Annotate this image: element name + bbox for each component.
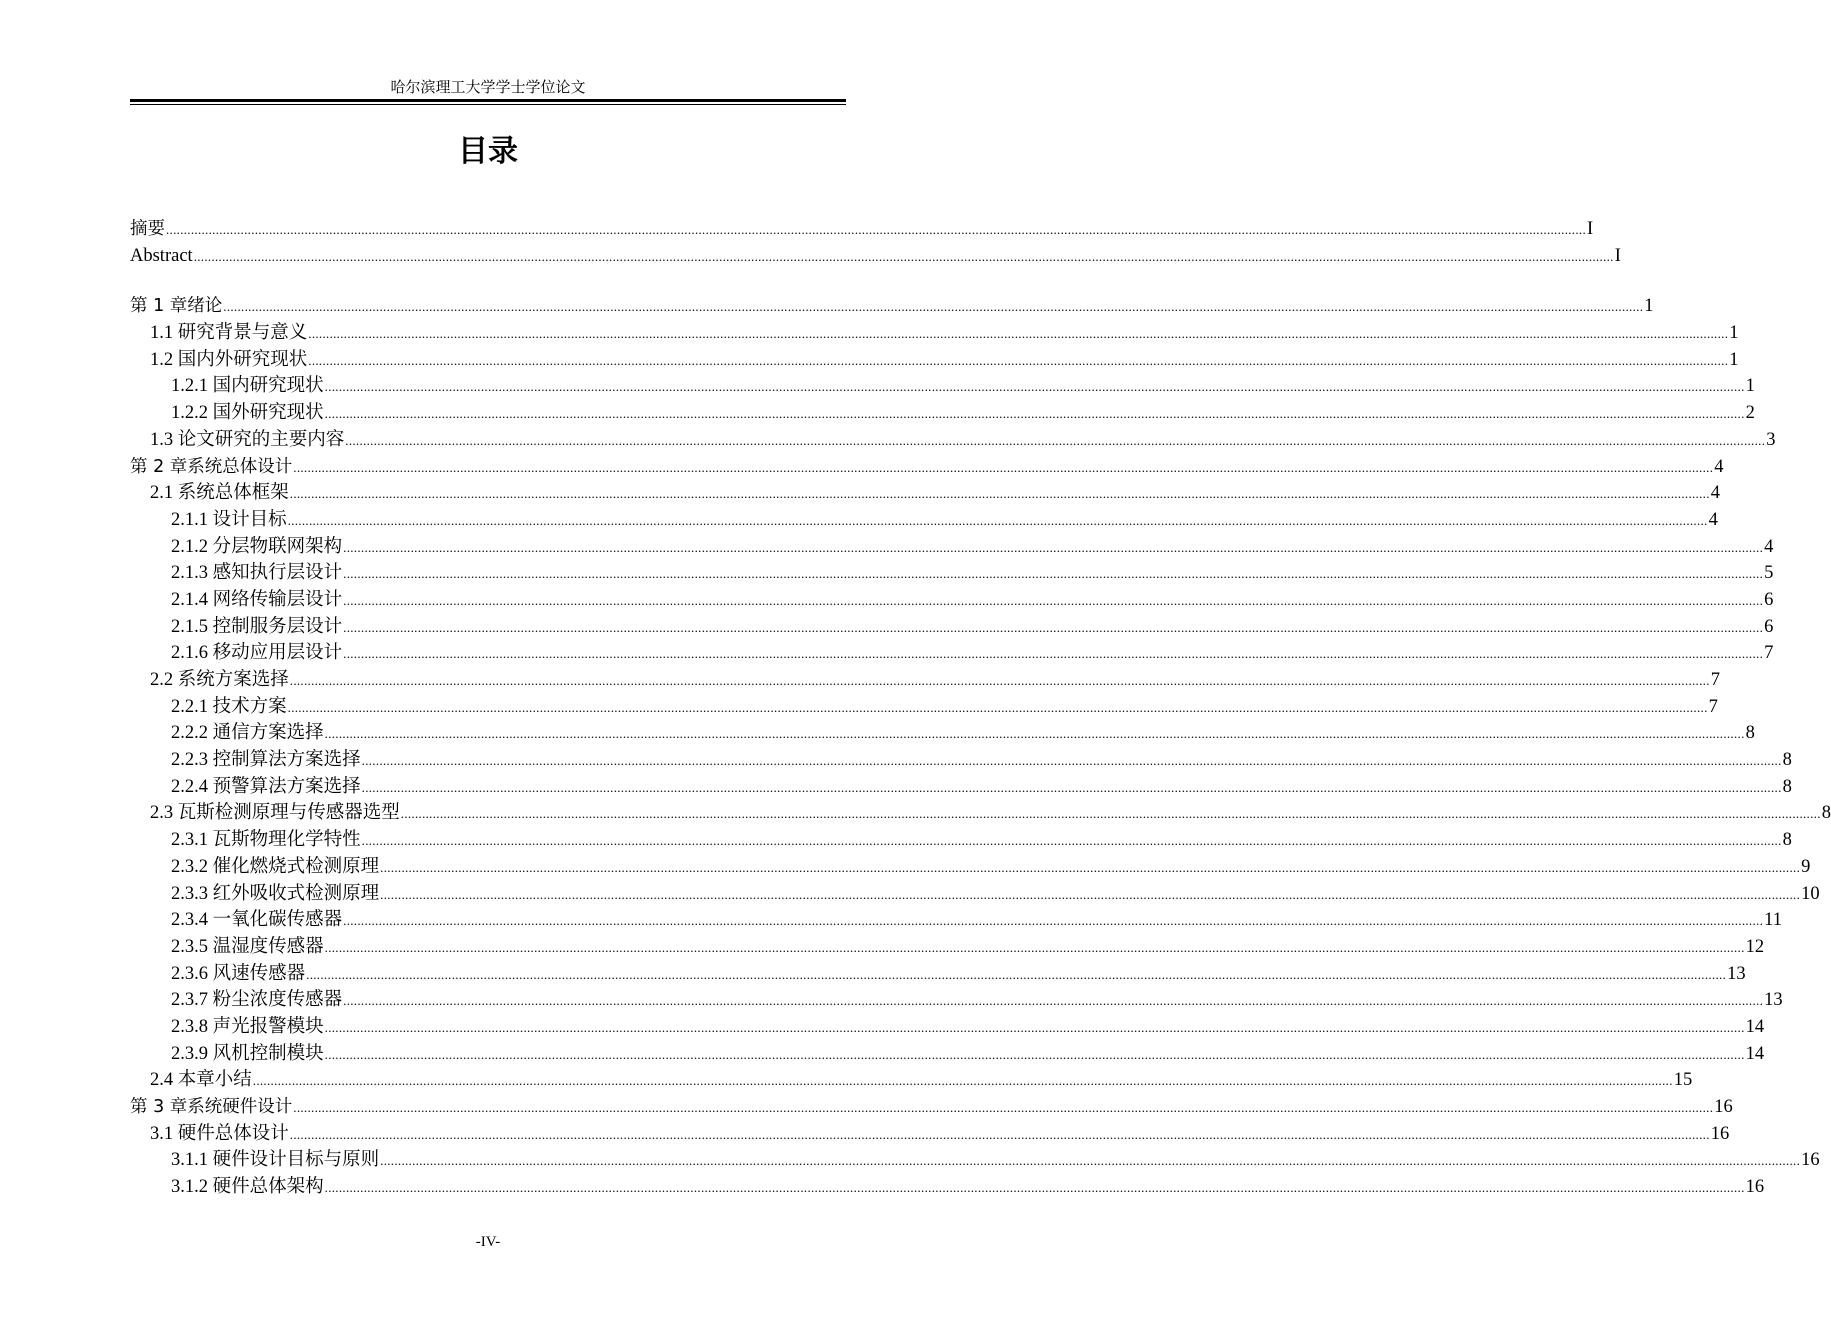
toc-entry-page: 12: [1745, 936, 1765, 957]
toc-entry[interactable]: [130, 747, 1792, 774]
toc-entry-label: 2.3.4 一氧化碳传感器: [171, 910, 343, 931]
toc-leader-dots: ................................................................................................................................................................................................................................................................................................................................................................................................................: [380, 1153, 1801, 1169]
toc-entry-page: 7: [1764, 643, 1774, 664]
toc-entry[interactable]: [130, 320, 1739, 347]
toc-entry-page: 16: [1745, 1177, 1765, 1198]
toc-entry-label: 2.1 系统总体框架: [150, 483, 289, 504]
toc-entry-label: 2.1.3 感知执行层设计: [171, 563, 343, 584]
toc-entry-page: 4: [1764, 536, 1774, 557]
toc-leader-dots: ................................................................................................................................................................................................................................................................................................................................................................................................................: [306, 966, 1727, 982]
toc-entry-label: 2.2.4 预警算法方案选择: [171, 776, 361, 797]
toc-entry[interactable]: [130, 534, 1774, 561]
toc-entry-label: 1.3 论文研究的主要内容: [150, 429, 345, 450]
toc-entry-label: 2.2 系统方案选择: [150, 670, 289, 690]
toc-entry-page: 1: [1729, 323, 1739, 344]
toc-entry-label: 2.1.1 设计目标: [171, 509, 287, 530]
toc-leader-dots: ................................................................................................................................................................................................................................................................................................................................................................................................................: [324, 726, 1745, 742]
toc-leader-dots: ................................................................................................................................................................................................................................................................................................................................................................................................................: [289, 486, 1710, 502]
toc-entry-label: 3.1.2 硬件总体架构: [171, 1177, 324, 1198]
toc-entry[interactable]: [130, 1014, 1765, 1041]
toc-entry[interactable]: [130, 400, 1755, 427]
toc-entry-label: 1.2.2 国外研究现状: [171, 403, 324, 424]
toc-entry-page: 1: [1729, 349, 1739, 370]
toc-entry-label: Abstract: [130, 245, 193, 266]
toc-entry-label: 第 3 章系统硬件设计: [130, 1097, 293, 1117]
toc-entry[interactable]: [130, 560, 1774, 587]
toc-leader-dots: ................................................................................................................................................................................................................................................................................................................................................................................................................: [223, 299, 1644, 315]
toc-leader-dots: ................................................................................................................................................................................................................................................................................................................................................................................................................: [343, 646, 1764, 662]
toc-leader-dots: ................................................................................................................................................................................................................................................................................................................................................................................................................: [287, 512, 1708, 528]
toc-entry-label: 2.1.6 移动应用层设计: [171, 643, 343, 664]
table-of-contents: [130, 216, 1831, 1201]
toc-entry[interactable]: [130, 216, 1594, 243]
toc-leader-dots: ................................................................................................................................................................................................................................................................................................................................................................................................................: [343, 619, 1764, 635]
toc-leader-dots: ................................................................................................................................................................................................................................................................................................................................................................................................................: [361, 753, 1782, 769]
toc-entry[interactable]: [130, 987, 1783, 1014]
toc-entry[interactable]: [130, 1147, 1820, 1174]
toc-leader-dots: ................................................................................................................................................................................................................................................................................................................................................................................................................: [289, 673, 1710, 688]
toc-entry-page: 15: [1673, 1070, 1693, 1091]
toc-entry[interactable]: [130, 454, 1724, 481]
toc-leader-dots: ................................................................................................................................................................................................................................................................................................................................................................................................................: [308, 352, 1729, 368]
toc-entry-label: 3.1 硬件总体设计: [150, 1123, 289, 1144]
toc-entry-label: 2.2.1 技术方案: [171, 696, 287, 717]
toc-leader-dots: ................................................................................................................................................................................................................................................................................................................................................................................................................: [343, 913, 1764, 929]
toc-entry[interactable]: [130, 667, 1721, 694]
toc-entry-page: 10: [1801, 883, 1820, 904]
toc-entry-page: 11: [1764, 910, 1782, 931]
toc-title: 目录: [458, 134, 518, 169]
toc-entry-page: 14: [1745, 1016, 1765, 1037]
toc-leader-dots: ................................................................................................................................................................................................................................................................................................................................................................................................................: [324, 1046, 1745, 1062]
toc-leader-dots: ................................................................................................................................................................................................................................................................................................................................................................................................................: [166, 222, 1586, 237]
toc-leader-dots: ................................................................................................................................................................................................................................................................................................................................................................................................................: [324, 939, 1745, 955]
toc-entry-page: 3: [1766, 429, 1776, 450]
toc-entry-page: 16: [1714, 1097, 1733, 1117]
toc-entry[interactable]: [130, 961, 1746, 988]
toc-entry-label: 2.2.2 通信方案选择: [171, 723, 324, 744]
toc-entry[interactable]: [130, 587, 1774, 614]
toc-leader-dots: ................................................................................................................................................................................................................................................................................................................................................................................................................: [343, 592, 1764, 608]
toc-entry-label: 2.3.8 声光报警模块: [171, 1016, 324, 1037]
toc-entry-label: 2.3.7 粉尘浓度传感器: [171, 990, 343, 1011]
toc-leader-dots: ................................................................................................................................................................................................................................................................................................................................................................................................................: [345, 432, 1766, 448]
header-rule-thick: [130, 99, 846, 102]
toc-entry[interactable]: [130, 800, 1831, 827]
toc-entry-label: 2.3.5 温湿度传感器: [171, 936, 324, 957]
toc-entry-page: 16: [1801, 1150, 1820, 1171]
toc-entry[interactable]: [130, 614, 1774, 641]
toc-entry[interactable]: [130, 1094, 1733, 1121]
toc-entry[interactable]: [130, 480, 1721, 507]
toc-entry-page: 4: [1714, 456, 1724, 477]
toc-entry-label: 2.3.9 风机控制模块: [171, 1043, 324, 1064]
toc-entry[interactable]: [130, 347, 1739, 374]
toc-entry-page: 6: [1764, 589, 1774, 610]
toc-entry-label: 2.1.4 网络传输层设计: [171, 589, 343, 610]
toc-entry-page: 9: [1801, 856, 1811, 877]
toc-entry[interactable]: [130, 1121, 1730, 1148]
toc-entry-page: 8: [1782, 830, 1792, 851]
toc-entry-label: 2.3.6 风速传感器: [171, 963, 306, 984]
toc-entry-page: 14: [1745, 1043, 1765, 1064]
toc-entry-page: 1: [1745, 376, 1755, 397]
toc-entry[interactable]: [130, 1041, 1765, 1068]
toc-entry[interactable]: [130, 1174, 1765, 1201]
toc-entry-label: 2.3.1 瓦斯物理化学特性: [171, 830, 361, 851]
toc-entry-page: 4: [1708, 509, 1718, 530]
toc-entry-label: 摘要: [130, 219, 165, 239]
toc-leader-dots: ................................................................................................................................................................................................................................................................................................................................................................................................................: [324, 379, 1745, 395]
toc-entry-label: 1.1 研究背景与意义: [150, 323, 308, 344]
toc-leader-dots: ................................................................................................................................................................................................................................................................................................................................................................................................................: [361, 833, 1782, 849]
toc-entry[interactable]: [130, 907, 1782, 934]
toc-leader-dots: ................................................................................................................................................................................................................................................................................................................................................................................................................: [380, 859, 1801, 875]
toc-entry-label: 2.2.3 控制算法方案选择: [171, 750, 361, 771]
toc-entry-label: 2.1.5 控制服务层设计: [171, 616, 343, 637]
toc-leader-dots: ................................................................................................................................................................................................................................................................................................................................................................................................................: [289, 1126, 1710, 1142]
toc-entry-page: 1: [1644, 296, 1654, 317]
toc-leader-dots: ................................................................................................................................................................................................................................................................................................................................................................................................................: [324, 406, 1745, 422]
toc-entry-label: 2.3.2 催化燃烧式检测原理: [171, 856, 380, 877]
toc-leader-dots: ................................................................................................................................................................................................................................................................................................................................................................................................................: [380, 886, 1801, 902]
toc-leader-dots: ................................................................................................................................................................................................................................................................................................................................................................................................................: [252, 1073, 1673, 1089]
toc-entry[interactable]: [130, 373, 1755, 400]
toc-entry-page: 13: [1727, 963, 1746, 984]
toc-entry-page: 2: [1745, 403, 1755, 424]
toc-entry[interactable]: [130, 640, 1774, 667]
page-number: -IV-: [475, 1234, 501, 1250]
header-rule-thin: [130, 104, 846, 105]
toc-entry[interactable]: [130, 427, 1776, 454]
toc-entry-page: 7: [1710, 670, 1721, 690]
toc-leader-dots: ................................................................................................................................................................................................................................................................................................................................................................................................................: [361, 779, 1782, 795]
toc-entry[interactable]: [130, 827, 1792, 854]
toc-leader-dots: ................................................................................................................................................................................................................................................................................................................................................................................................................: [324, 1180, 1745, 1196]
toc-entry[interactable]: [130, 507, 1718, 534]
toc-entry-label: 第 1 章绪论: [130, 296, 223, 317]
toc-entry-label: 1.2.1 国内研究现状: [171, 376, 324, 397]
toc-entry[interactable]: [130, 774, 1792, 801]
toc-leader-dots: ................................................................................................................................................................................................................................................................................................................................................................................................................: [308, 326, 1729, 342]
toc-entry-page: 8: [1821, 803, 1831, 824]
toc-leader-dots: ................................................................................................................................................................................................................................................................................................................................................................................................................: [293, 459, 1714, 475]
toc-entry-page: 8: [1782, 776, 1792, 797]
toc-leader-dots: ................................................................................................................................................................................................................................................................................................................................................................................................................: [287, 699, 1708, 715]
toc-entry-page: 6: [1764, 616, 1774, 637]
toc-entry-page: 5: [1764, 563, 1774, 584]
toc-entry-label: 2.4 本章小结: [150, 1070, 252, 1091]
toc-leader-dots: ................................................................................................................................................................................................................................................................................................................................................................................................................: [343, 539, 1764, 555]
toc-entry[interactable]: [130, 881, 1820, 908]
toc-leader-dots: ................................................................................................................................................................................................................................................................................................................................................................................................................: [343, 566, 1764, 582]
toc-entry[interactable]: [130, 934, 1765, 961]
toc-entry-page: 4: [1710, 483, 1721, 504]
toc-entry-label: 2.1.2 分层物联网架构: [171, 536, 343, 557]
running-header: 哈尔滨理工大学学士学位论文: [390, 80, 586, 96]
toc-entry[interactable]: [130, 1067, 1693, 1094]
toc-entry-page: 7: [1708, 696, 1718, 717]
toc-leader-dots: ................................................................................................................................................................................................................................................................................................................................................................................................................: [400, 806, 1821, 822]
toc-entry-label: 2.3.3 红外吸收式检测原理: [171, 883, 380, 904]
toc-entry[interactable]: [130, 720, 1755, 747]
toc-entry-page: 13: [1764, 990, 1783, 1011]
toc-entry-page: 16: [1710, 1123, 1730, 1144]
toc-entry[interactable]: [130, 293, 1654, 320]
toc-entry-page: 8: [1782, 750, 1792, 771]
toc-entry[interactable]: [130, 243, 1621, 270]
toc-leader-dots: ................................................................................................................................................................................................................................................................................................................................................................................................................: [193, 248, 1614, 264]
toc-entry[interactable]: [130, 694, 1718, 721]
toc-entry-label: 3.1.1 硬件设计目标与原则: [171, 1150, 380, 1171]
toc-entry-page: 8: [1745, 723, 1755, 744]
toc-entry[interactable]: [130, 854, 1811, 881]
toc-entry-label: 第 2 章系统总体设计: [130, 456, 293, 477]
toc-entry-page: I: [1587, 219, 1594, 239]
toc-entry-label: 1.2 国内外研究现状: [150, 349, 308, 370]
toc-leader-dots: ................................................................................................................................................................................................................................................................................................................................................................................................................: [293, 1100, 1714, 1115]
toc-entry-page: I: [1614, 245, 1621, 266]
toc-leader-dots: ................................................................................................................................................................................................................................................................................................................................................................................................................: [343, 993, 1764, 1009]
toc-entry-label: 2.3 瓦斯检测原理与传感器选型: [150, 803, 400, 824]
toc-leader-dots: ................................................................................................................................................................................................................................................................................................................................................................................................................: [324, 1019, 1745, 1035]
